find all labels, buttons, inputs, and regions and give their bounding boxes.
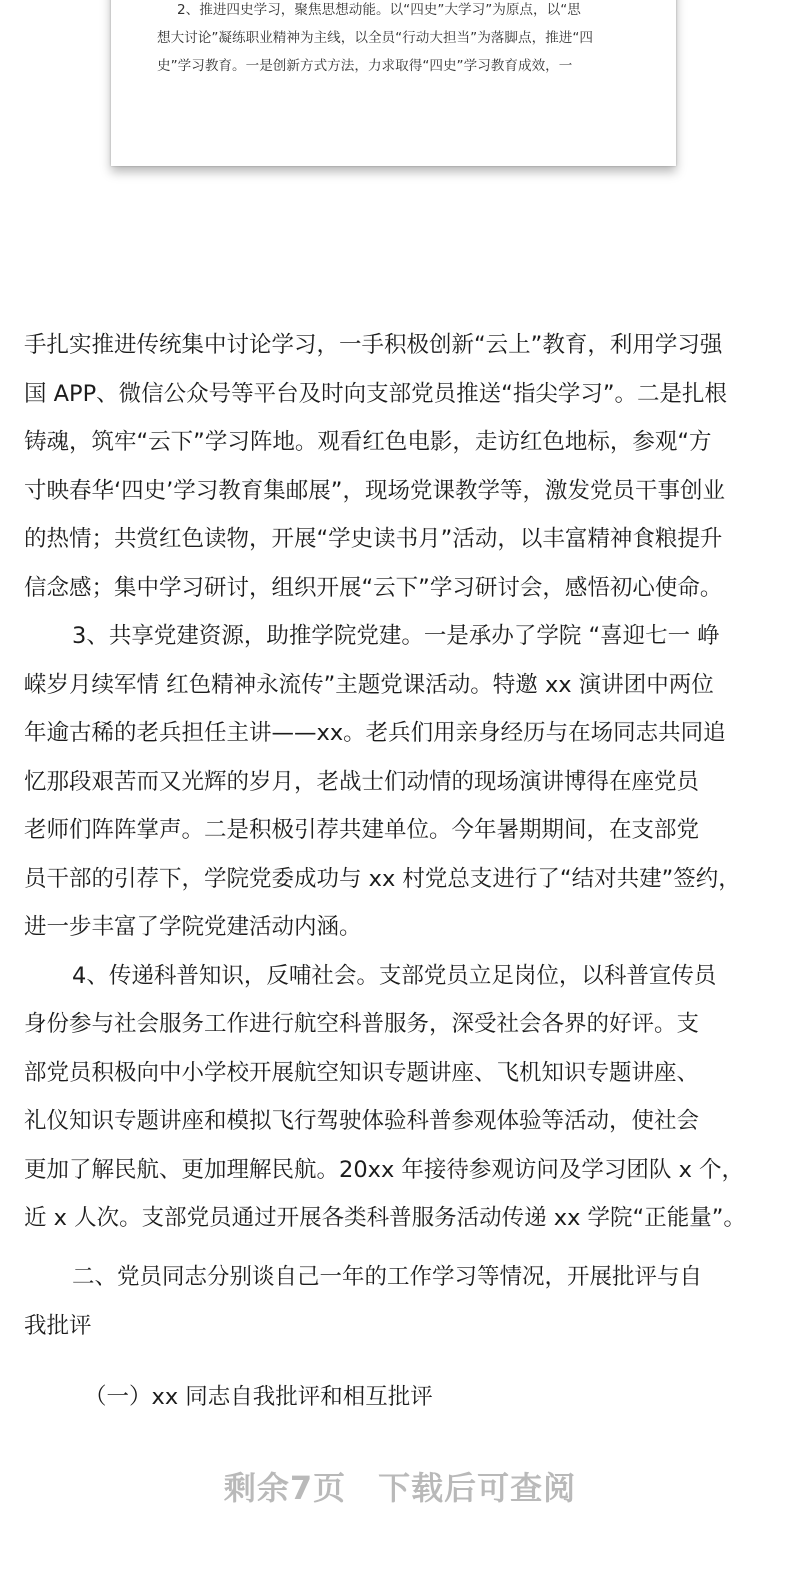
document-line: 信念感；集中学习研讨，组织开展“云下”学习研讨会，感悟初心使命。 [24, 574, 723, 601]
document-line: 年逾古稀的老兵担任主讲——xx。老兵们用亲身经历与在场同志共同追 [24, 720, 726, 746]
download-hint-label: 下载后可查阅 [378, 1469, 577, 1507]
document-line: 的热情；共赏红色读物，开展“学史读书月”活动，以丰富精神食粮提升 [24, 526, 723, 552]
page-preview-card [111, 0, 676, 166]
document-line: 进一步丰富了学院党建活动内涵。 [24, 914, 362, 940]
document-body [24, 321, 776, 1243]
document-line: 我批评 [24, 1312, 92, 1339]
remaining-pages-label: 剩余7页 [223, 1469, 347, 1507]
document-line: 忆那段艰苦而又光辉的岁月，老战士们动情的现场演讲博得在座党员 [24, 768, 700, 795]
document-line: 员干部的引荐下，学院党委成功与 xx 村党总支进行了“结对共建”签约， [24, 865, 741, 892]
subsection-heading: （一）xx 同志自我批评和相互批评 [84, 1384, 433, 1410]
document-line: 老师们阵阵掌声。二是积极引荐共建单位。今年暑期期间，在支部党 [24, 817, 700, 843]
document-line: 部党员积极向中小学校开展航空知识专题讲座、飞机知识专题讲座、 [24, 1059, 700, 1086]
preview-line: 想大讨论”凝练职业精神为主线，以全员“行动大担当”为落脚点，推进“四 [157, 30, 593, 46]
document-line: 手扎实推进传统集中讨论学习，一手积极创新“云上”教育，利用学习强 [24, 332, 723, 358]
document-line: 3、共享党建资源，助推学院党建。一是承办了学院 “喜迎七一 峥 [72, 623, 720, 649]
document-line: 4、传递科普知识，反哺社会。支部党员立足岗位，以科普宣传员 [72, 962, 717, 989]
preview-line: 史”学习教育。一是创新方式方法，力求取得“四史”学习教育成效，一 [157, 58, 573, 74]
document-line: 铸魂，筑牢“云下”学习阵地。观看红色电影，走访红色地标，参观“方 [24, 429, 712, 455]
remaining-pages-notice[interactable] [0, 1463, 800, 1509]
preview-line: 2、推进四史学习，聚焦思想动能。以“四史”大学习”为原点，以“思 [177, 2, 581, 18]
document-line: 二、党员同志分别谈自己一年的工作学习等情况，开展批评与自 [72, 1264, 703, 1290]
document-line: 寸映春华‘四史’学习教育集邮展”，现场党课教学等，激发党员干事创业 [24, 477, 725, 504]
document-line: 近 x 人次。支部党员通过开展各类科普服务活动传递 xx 学院“正能量”。 [24, 1205, 746, 1231]
document-line: 更加了解民航、更加理解民航。20xx 年接待参观访问及学习团队 x 个， [24, 1156, 745, 1183]
document-line: 身份参与社会服务工作进行航空科普服务，深受社会各界的好评。支 [24, 1011, 700, 1037]
document-line: 嵘岁月续军情 红色精神永流传”主题党课活动。特邀 xx 演讲团中两位 [24, 671, 714, 698]
preview-text [157, 0, 637, 80]
document-line: 礼仪知识专题讲座和模拟飞行驾驶体验科普参观体验等活动，使社会 [24, 1108, 700, 1134]
section-two-heading [24, 1253, 776, 1350]
document-line: 国 APP、微信公众号等平台及时向支部党员推送“指尖学习”。二是扎根 [24, 380, 727, 407]
